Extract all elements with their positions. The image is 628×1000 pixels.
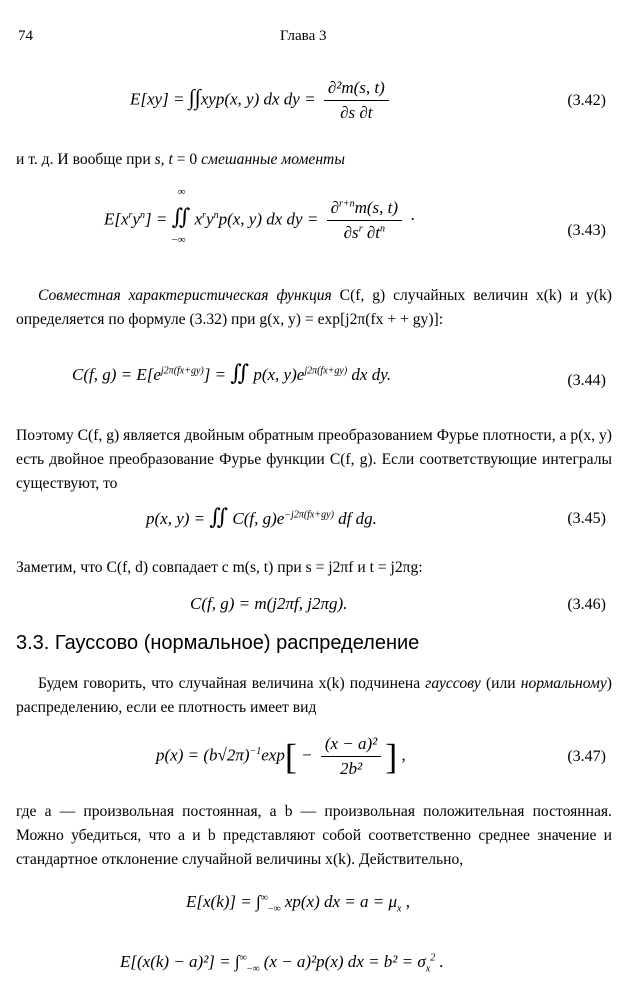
chapter-header: Глава 3 bbox=[280, 28, 327, 44]
equation-mean: $E[x(k)] = \int^\infty_{-\infty}$ xp(x) dx = $a = \mu_x$ , bbox=[186, 892, 410, 915]
equation-number-3-44: (3.44) bbox=[567, 372, 606, 389]
equation-number-3-42: (3.42) bbox=[567, 92, 606, 109]
page-number: 74 bbox=[18, 28, 33, 44]
paragraph-mean-std: где a — произвольная постоянная, а b — произвольная положительная постоянная. Можно убедиться, что a и b представляют собой соответственно среднее значение и стандартное отклонение случайной величины x(k). Действительно, bbox=[16, 803, 612, 868]
equation-3-47: $p(x) = (b√2\pi)^{-1}\exp$[ − $\frac{\text{(x − a)²}}{\text{2b²}}$ ] , bbox=[156, 734, 406, 778]
equation-3-42: E[xy] = ∫∫xyp(x, y) dx dy = $\frac{\text{∂²m(s, t)}}{\partial s \partial t}$ bbox=[130, 78, 393, 123]
equation-number-3-46: (3.46) bbox=[567, 596, 606, 613]
equation-3-44: C(f, $g) = E[e^{j2\pi(fx+gy)}]$ = ∬ p(x, $y)e^{j2\pi(fx+gy)}$ dx dy. bbox=[72, 360, 392, 385]
paragraph-mixed-moments: и т. д. И вообще при s, t = 0 смешанные моменты bbox=[16, 151, 345, 168]
equation-3-45: p(x, y) = ∬ C(f, $g)e^{-j2\pi(fx+gy)}$ df dg. bbox=[146, 504, 377, 529]
equation-number-3-43: (3.43) bbox=[567, 222, 606, 239]
equation-3-46: C(f, g) = m(j2πf, j2πg). bbox=[190, 594, 348, 613]
paragraph-fourier: Поэтому C(f, g) является двойным обратным преобразованием Фурье плотности, а p(x, y) есть двойное преобразование Фурье функции C(f, g). Если соответствующие интегралы существуют, то bbox=[16, 427, 612, 492]
paragraph-gaussian-def: Будем говорить, что случайная величина x(k) подчинена гауссову (или нормальному) распределению, если ее плотность имеет вид bbox=[16, 675, 612, 716]
equation-number-3-45: (3.45) bbox=[567, 510, 606, 527]
section-title: 3.3. Гауссово (нормальное) распределение bbox=[16, 632, 420, 654]
equation-variance: $E[(x(k) - a)^2] = \int^\infty_{-\infty}$ (x − a)²p(x) dx = $b^2 = \sigma_x^2$ . bbox=[120, 952, 444, 975]
equation-number-3-47: (3.47) bbox=[567, 748, 606, 765]
equation-3-43: $E[x^ry^n]$ = ∞ ∬ −∞ $x^ry^np(x$, y) dx dy = $\frac{\partial^{r+n}m(s, t)}{\partial s^r \partial t^n}$ · bbox=[104, 186, 415, 247]
paragraph-char-function: Совместная характеристическая функция C(f, g) случайных величин x(k) и y(k) определяется по формуле (3.32) при g(x, y) = exp[j2π(fx + + gy)]: bbox=[16, 287, 612, 328]
paragraph-note: Заметим, что C(f, d) совпадает с m(s, t) при s = j2πf и t = j2πg: bbox=[16, 559, 423, 576]
